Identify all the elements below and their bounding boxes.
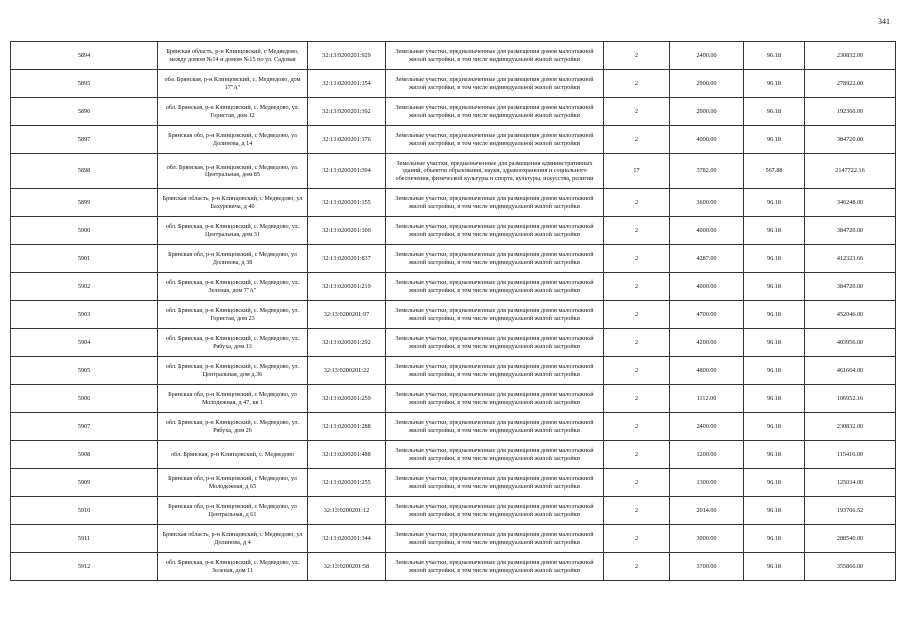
row-number-cell: 5896 — [11, 98, 158, 126]
row-number-cell: 5908 — [11, 441, 158, 469]
table-row — [11, 126, 896, 154]
address-cell: обл. Брянская, р-н Клинцовский, с Медведово, ул. Центральная, дом 85 — [158, 154, 308, 189]
cadastral-value-cell: 230832.00 — [805, 413, 896, 441]
row-number-cell: 5910 — [11, 497, 158, 525]
address-cell: обл. Брянская, р-н Клинцовский, с. Медведово, ул. Центральная, дом 31 — [158, 217, 308, 245]
area-cell: 2400.00 — [670, 413, 744, 441]
table-row — [11, 357, 896, 385]
table-row — [11, 301, 896, 329]
address-cell: Брянская область, р-н Клинцовский, с Медведово, ул Долинова, д 4 — [158, 525, 308, 553]
specific-value-cell: 96.18 — [744, 245, 805, 273]
land-use-purpose-cell: Земельные участки, предназначенные для размещения домов малоэтажной жилой застройки, в том числе индивидуальной жилой застройки — [386, 245, 604, 273]
specific-value-cell: 96.18 — [744, 357, 805, 385]
cadastral-number-cell: 32:13:0200201:259 — [308, 385, 386, 413]
use-group-cell: 2 — [604, 98, 670, 126]
row-number-cell: 5905 — [11, 357, 158, 385]
table-row — [11, 553, 896, 581]
area-cell: 3700.00 — [670, 553, 744, 581]
cadastral-number-cell: 32:13:0200201:97 — [308, 301, 386, 329]
table-row — [11, 217, 896, 245]
use-group-cell: 2 — [604, 441, 670, 469]
cadastral-value-cell: 384720.00 — [805, 273, 896, 301]
cadastral-value-cell: 355866.00 — [805, 553, 896, 581]
row-number-cell: 5895 — [11, 70, 158, 98]
land-use-purpose-cell: Земельные участки, предназначенные для размещения домов малоэтажной жилой застройки, в том числе индивидуальной жилой застройки — [386, 469, 604, 497]
table-row — [11, 329, 896, 357]
row-number-cell: 5911 — [11, 525, 158, 553]
cadastral-number-cell: 32:13:0200201:288 — [308, 413, 386, 441]
cadastral-value-cell: 384720.00 — [805, 217, 896, 245]
address-cell: Брянская обл, р-н Клинцовский, с Медведово, ул Долинова, д 38 — [158, 245, 308, 273]
land-use-purpose-cell: Земельные участки, предназначенные для размещения домов малоэтажной жилой застройки, в том числе индивидуальной жилой застройки — [386, 126, 604, 154]
area-cell: 4287.00 — [670, 245, 744, 273]
use-group-cell: 2 — [604, 245, 670, 273]
area-cell: 1200.00 — [670, 441, 744, 469]
row-number-cell: 5903 — [11, 301, 158, 329]
address-cell: Брянская область, р-н Клинцовский, с Медведово, между домом №14 и домом №15 по ул. Садовая — [158, 42, 308, 70]
land-use-purpose-cell: Земельные участки, предназначенные для размещения домов малоэтажной жилой застройки, в том числе индивидуальной жилой застройки — [386, 441, 604, 469]
cadastral-value-cell: 115416.00 — [805, 441, 896, 469]
area-cell: 4700.00 — [670, 301, 744, 329]
area-cell: 2014.00 — [670, 497, 744, 525]
specific-value-cell: 96.18 — [744, 553, 805, 581]
use-group-cell: 2 — [604, 385, 670, 413]
specific-value-cell: 96.18 — [744, 441, 805, 469]
row-number-cell: 5901 — [11, 245, 158, 273]
row-number-cell: 5894 — [11, 42, 158, 70]
table-row — [11, 469, 896, 497]
address-cell: Брянская обл, р-н Клинцовский, с Медведово, ул Молодежная, д 65 — [158, 469, 308, 497]
land-use-purpose-cell: Земельные участки, предназначенные для размещения домов малоэтажной жилой застройки, в том числе индивидуальной жилой застройки — [386, 273, 604, 301]
specific-value-cell: 96.18 — [744, 273, 805, 301]
address-cell: Брянская обл, р-н Клинцовский, с Медведово, ул Центральная, д 61 — [158, 497, 308, 525]
address-cell: обл. Брянская, р-н Клинцовский, с. Медведово, дом 17"А" — [158, 70, 308, 98]
cadastral-number-cell: 32:13:0200201:255 — [308, 469, 386, 497]
row-number-cell: 5912 — [11, 553, 158, 581]
row-number-cell: 5898 — [11, 154, 158, 189]
land-use-purpose-cell: Земельные участки, предназначенные для размещения домов малоэтажной жилой застройки, в том числе индивидуальной жилой застройки — [386, 217, 604, 245]
address-cell: обл. Брянская, р-н Клинцовский, с. Медведово, ул. Центральная, дом д.36 — [158, 357, 308, 385]
cadastral-value-cell: 106952.16 — [805, 385, 896, 413]
area-cell: 1300.00 — [670, 469, 744, 497]
land-use-purpose-cell: Земельные участки, предназначенные для размещения домов малоэтажной жилой застройки, в том числе индивидуальной жилой застройки — [386, 553, 604, 581]
table-row — [11, 497, 896, 525]
use-group-cell: 2 — [604, 329, 670, 357]
land-registry-table — [10, 41, 896, 581]
address-cell: обл. Брянская, р-н Клинцовский, с. Медведово, ул. Гористая, дом 23 — [158, 301, 308, 329]
area-cell: 3000.00 — [670, 525, 744, 553]
area-cell: 2400.00 — [670, 42, 744, 70]
cadastral-number-cell: 32:13:0200201:488 — [308, 441, 386, 469]
address-cell: обл. Брянская, р-н Клинцовский, с. Медведово — [158, 441, 308, 469]
specific-value-cell: 567.88 — [744, 154, 805, 189]
row-number-cell: 5904 — [11, 329, 158, 357]
table-row — [11, 42, 896, 70]
cadastral-value-cell: 278922.00 — [805, 70, 896, 98]
area-cell: 4000.00 — [670, 126, 744, 154]
table-row — [11, 98, 896, 126]
cadastral-number-cell: 32:13:0200201:344 — [308, 525, 386, 553]
address-cell: Брянская обл, р-н Клинцовский, с Медведово, ул Молодежная, д 47, кв 1 — [158, 385, 308, 413]
cadastral-value-cell: 346248.00 — [805, 189, 896, 217]
specific-value-cell: 96.18 — [744, 217, 805, 245]
row-number-cell: 5897 — [11, 126, 158, 154]
land-use-purpose-cell: Земельные участки, предназначенные для размещения домов малоэтажной жилой застройки, в том числе индивидуальной жилой застройки — [386, 98, 604, 126]
land-use-purpose-cell: Земельные участки, предназначенные для размещения домов малоэтажной жилой застройки, в том числе индивидуальной жилой застройки — [386, 189, 604, 217]
cadastral-number-cell: 32:13:0200201:22 — [308, 357, 386, 385]
land-use-purpose-cell: Земельные участки, предназначенные для размещения домов малоэтажной жилой застройки, в том числе индивидуальной жилой застройки — [386, 525, 604, 553]
cadastral-number-cell: 32:13:0200201:392 — [308, 98, 386, 126]
land-use-purpose-cell: Земельные участки, предназначенные для размещения домов малоэтажной жилой застройки, в том числе индивидуальной жилой застройки — [386, 301, 604, 329]
page-number: 341 — [878, 17, 890, 26]
land-use-purpose-cell: Земельные участки, предназначенные для размещения домов малоэтажной жилой застройки, в том числе индивидуальной жилой застройки — [386, 413, 604, 441]
specific-value-cell: 96.18 — [744, 42, 805, 70]
specific-value-cell: 96.18 — [744, 126, 805, 154]
use-group-cell: 2 — [604, 469, 670, 497]
land-use-purpose-cell: Земельные участки, предназначенные для размещения домов малоэтажной жилой застройки, в том числе индивидуальной жилой застройки — [386, 329, 604, 357]
cadastral-value-cell: 230832.00 — [805, 42, 896, 70]
row-number-cell: 5899 — [11, 189, 158, 217]
table-row — [11, 70, 896, 98]
table-row — [11, 154, 896, 189]
row-number-cell: 5907 — [11, 413, 158, 441]
use-group-cell: 2 — [604, 413, 670, 441]
registry-table-body — [11, 42, 896, 581]
cadastral-number-cell: 32:13:0200201:100 — [308, 217, 386, 245]
land-use-purpose-cell: Земельные участки, предназначенные для размещения домов малоэтажной жилой застройки, в том числе индивидуальной жилой застройки — [386, 70, 604, 98]
use-group-cell: 2 — [604, 273, 670, 301]
address-cell: обл. Брянская, р-н Клинцовский, с. Медведово, ул. Рябуха, дом 13 — [158, 329, 308, 357]
address-cell: обл. Брянская, р-н Клинцовский, с. Медведово, ул. Рябуха, дом 26 — [158, 413, 308, 441]
use-group-cell: 2 — [604, 217, 670, 245]
row-number-cell: 5909 — [11, 469, 158, 497]
specific-value-cell: 96.18 — [744, 413, 805, 441]
use-group-cell: 2 — [604, 126, 670, 154]
table-row — [11, 441, 896, 469]
specific-value-cell: 96.18 — [744, 329, 805, 357]
use-group-cell: 2 — [604, 189, 670, 217]
use-group-cell: 2 — [604, 525, 670, 553]
specific-value-cell: 96.18 — [744, 70, 805, 98]
use-group-cell: 17 — [604, 154, 670, 189]
cadastral-number-cell: 32:13:0200201:155 — [308, 189, 386, 217]
specific-value-cell: 96.18 — [744, 497, 805, 525]
cadastral-value-cell: 412323.66 — [805, 245, 896, 273]
table-row — [11, 413, 896, 441]
cadastral-number-cell: 32:13:0200201:58 — [308, 553, 386, 581]
cadastral-number-cell: 32:13:0200201:929 — [308, 42, 386, 70]
specific-value-cell: 96.18 — [744, 98, 805, 126]
table-row — [11, 385, 896, 413]
area-cell: 1112.00 — [670, 385, 744, 413]
area-cell: 4800.00 — [670, 357, 744, 385]
area-cell: 3782.00 — [670, 154, 744, 189]
specific-value-cell: 96.18 — [744, 301, 805, 329]
cadastral-number-cell: 32:13:0200201:176 — [308, 126, 386, 154]
address-cell: обл. Брянская, р-н Клинцовский, с. Медведово, ул. Зеленая, дом 11 — [158, 553, 308, 581]
land-use-purpose-cell: Земельные участки, предназначенные для размещения домов малоэтажной жилой застройки, в том числе индивидуальной жилой застройки — [386, 497, 604, 525]
cadastral-value-cell: 2147722.16 — [805, 154, 896, 189]
cadastral-number-cell: 32:13:0200201:292 — [308, 329, 386, 357]
table-row — [11, 245, 896, 273]
cadastral-number-cell: 32:13:0200201:219 — [308, 273, 386, 301]
cadastral-number-cell: 32:13:0200201:12 — [308, 497, 386, 525]
address-cell: обл. Брянская, р-н Клинцовский, с. Медведово, ул. Зеленая, дом 7"А" — [158, 273, 308, 301]
land-use-purpose-cell: Земельные участки, предназначенные для размещения домов малоэтажной жилой застройки, в том числе индивидуальной жилой застройки — [386, 357, 604, 385]
address-cell: Брянская область, р-н Клинцовский, с Медведово, ул Бахуревича, д 40 — [158, 189, 308, 217]
cadastral-value-cell: 288540.00 — [805, 525, 896, 553]
cadastral-value-cell: 193706.52 — [805, 497, 896, 525]
area-cell: 2900.00 — [670, 70, 744, 98]
area-cell: 4200.00 — [670, 329, 744, 357]
use-group-cell: 2 — [604, 42, 670, 70]
cadastral-value-cell: 461664.00 — [805, 357, 896, 385]
table-row — [11, 189, 896, 217]
specific-value-cell: 96.18 — [744, 189, 805, 217]
use-group-cell: 2 — [604, 553, 670, 581]
cadastral-number-cell: 32:13:0200201:394 — [308, 154, 386, 189]
area-cell: 2000.00 — [670, 98, 744, 126]
row-number-cell: 5906 — [11, 385, 158, 413]
cadastral-value-cell: 192360.00 — [805, 98, 896, 126]
cadastral-number-cell: 32:13:0200201:837 — [308, 245, 386, 273]
land-use-purpose-cell: Земельные участки, предназначенные для размещения административных зданий, объектов образования, науки, здравоохранения и социального обеспечения, физической культуры и спорта, культуры, искусства, религии — [386, 154, 604, 189]
cadastral-value-cell: 452046.00 — [805, 301, 896, 329]
cadastral-value-cell: 403956.00 — [805, 329, 896, 357]
land-use-purpose-cell: Земельные участки, предназначенные для размещения домов малоэтажной жилой застройки, в том числе индивидуальной жилой застройки — [386, 42, 604, 70]
row-number-cell: 5900 — [11, 217, 158, 245]
cadastral-value-cell: 384720.00 — [805, 126, 896, 154]
table-row — [11, 525, 896, 553]
table-row — [11, 273, 896, 301]
specific-value-cell: 96.18 — [744, 385, 805, 413]
area-cell: 4000.00 — [670, 217, 744, 245]
area-cell: 4000.00 — [670, 273, 744, 301]
area-cell: 3600.00 — [670, 189, 744, 217]
use-group-cell: 2 — [604, 497, 670, 525]
use-group-cell: 2 — [604, 357, 670, 385]
address-cell: Брянская обл, р-н Клинцовский, с Медведово, ул Долинова, д 14 — [158, 126, 308, 154]
use-group-cell: 2 — [604, 70, 670, 98]
address-cell: обл. Брянская, р-н Клинцовский, с. Медведово, ул. Гористая, дом 12 — [158, 98, 308, 126]
cadastral-number-cell: 32:13:0200201:354 — [308, 70, 386, 98]
cadastral-value-cell: 125034.00 — [805, 469, 896, 497]
specific-value-cell: 96.18 — [744, 525, 805, 553]
row-number-cell: 5902 — [11, 273, 158, 301]
land-use-purpose-cell: Земельные участки, предназначенные для размещения домов малоэтажной жилой застройки, в том числе индивидуальной жилой застройки — [386, 385, 604, 413]
use-group-cell: 2 — [604, 301, 670, 329]
specific-value-cell: 96.18 — [744, 469, 805, 497]
